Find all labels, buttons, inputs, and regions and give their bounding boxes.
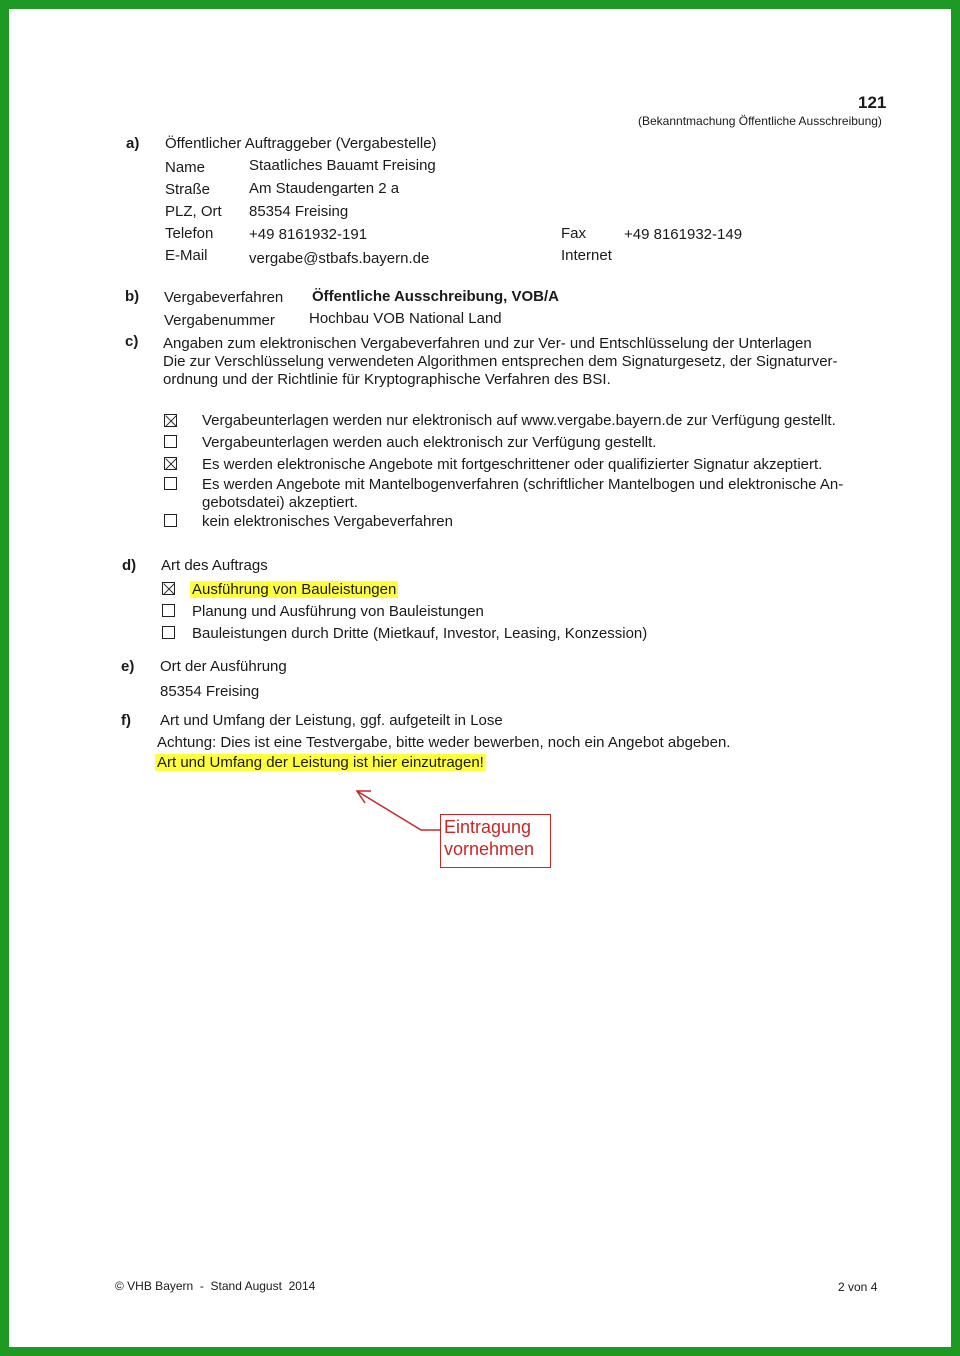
section-a-letter: a) [126,135,140,152]
procedure-label: Vergabeverfahren [164,289,284,306]
page-subtitle: (Bekanntmachung Öffentliche Ausschreibung) [638,114,882,128]
section-c-line2: Die zur Verschlüsselung verwendeten Algorithmen entsprechen dem Signaturgesetz, der Signaturver- [163,353,838,370]
street-value: Am Staudengarten 2 a [249,180,400,197]
email-value: vergabe@stbafs.bayern.de [249,250,430,267]
option-c-4-cont: gebotsdatei) akzeptiert. [202,494,358,511]
email-label: E-Mail [165,247,208,264]
name-value: Staatliches Bauamt Freising [249,157,436,174]
phone-label: Telefon [165,225,214,242]
internet-label: Internet [561,247,612,264]
section-d-letter: d) [122,557,137,574]
section-c-line1: Angaben zum elektronischen Vergabeverfahren und zur Ver- und Entschlüsselung der Unterlagen [163,335,812,352]
fax-value: +49 8161932-149 [624,226,743,243]
vergabenummer-label: Vergabenummer [164,312,275,329]
option-c-2: Vergabeunterlagen werden auch elektronisch zur Verfügung gestellt. [202,434,657,451]
fax-label: Fax [561,225,587,242]
section-e-title: Ort der Ausführung [160,658,287,675]
section-b-letter: b) [125,288,140,305]
page-number: 121 [858,93,887,112]
annotation-line2: vornehmen [444,839,535,859]
section-a-title: Öffentlicher Auftraggeber (Vergabestelle) [165,135,437,152]
footer-pages: 2 von 4 [838,1280,878,1294]
option-c-1: Vergabeunterlagen werden nur elektronisch auf www.vergabe.bayern.de zur Verfügung gestellt. [202,412,836,429]
name-label: Name [165,159,206,176]
annotation-line1: Eintragung [444,817,532,837]
section-d-title: Art des Auftrags [161,557,268,574]
phone-value: +49 8161932-191 [249,226,368,243]
section-f-title: Art und Umfang der Leistung, ggf. aufgeteilt in Lose [160,712,503,729]
option-c-4: Es werden Angebote mit Mantelbogenverfahren (schriftlicher Mantelbogen und elektronische An- [202,476,844,493]
city-value: 85354 Freising [249,203,349,220]
option-c-3: Es werden elektronische Angebote mit fortgeschrittener oder qualifizierter Signatur akzeptiert. [202,456,823,473]
option-d-2: Planung und Ausführung von Bauleistungen [192,603,484,620]
option-d-1-text: Ausführung von Bauleistungen [192,581,397,598]
section-c-line3: ordnung und der Richtlinie für Kryptographische Verfahren des BSI. [163,371,611,388]
section-e-letter: e) [121,658,135,675]
section-c-letter: c) [125,333,139,350]
procedure-value: Öffentliche Ausschreibung, VOB/A [312,288,559,305]
option-d-3: Bauleistungen durch Dritte (Mietkauf, Investor, Leasing, Konzession) [192,625,648,642]
footer-copyright: © VHB Bayern - Stand August 2014 [115,1279,316,1293]
section-e-value: 85354 Freising [160,683,260,700]
section-f-highlight: Art und Umfang der Leistung ist hier einzutragen! [157,754,484,771]
section-f-letter: f) [121,712,131,729]
street-label: Straße [165,181,211,198]
vergabenummer-value: Hochbau VOB National Land [309,310,502,327]
city-label: PLZ, Ort [165,203,222,220]
section-f-warning: Achtung: Dies ist eine Testvergabe, bitte weder bewerben, noch ein Angebot abgeben. [157,734,731,751]
option-c-5: kein elektronisches Vergabeverfahren [202,513,453,530]
